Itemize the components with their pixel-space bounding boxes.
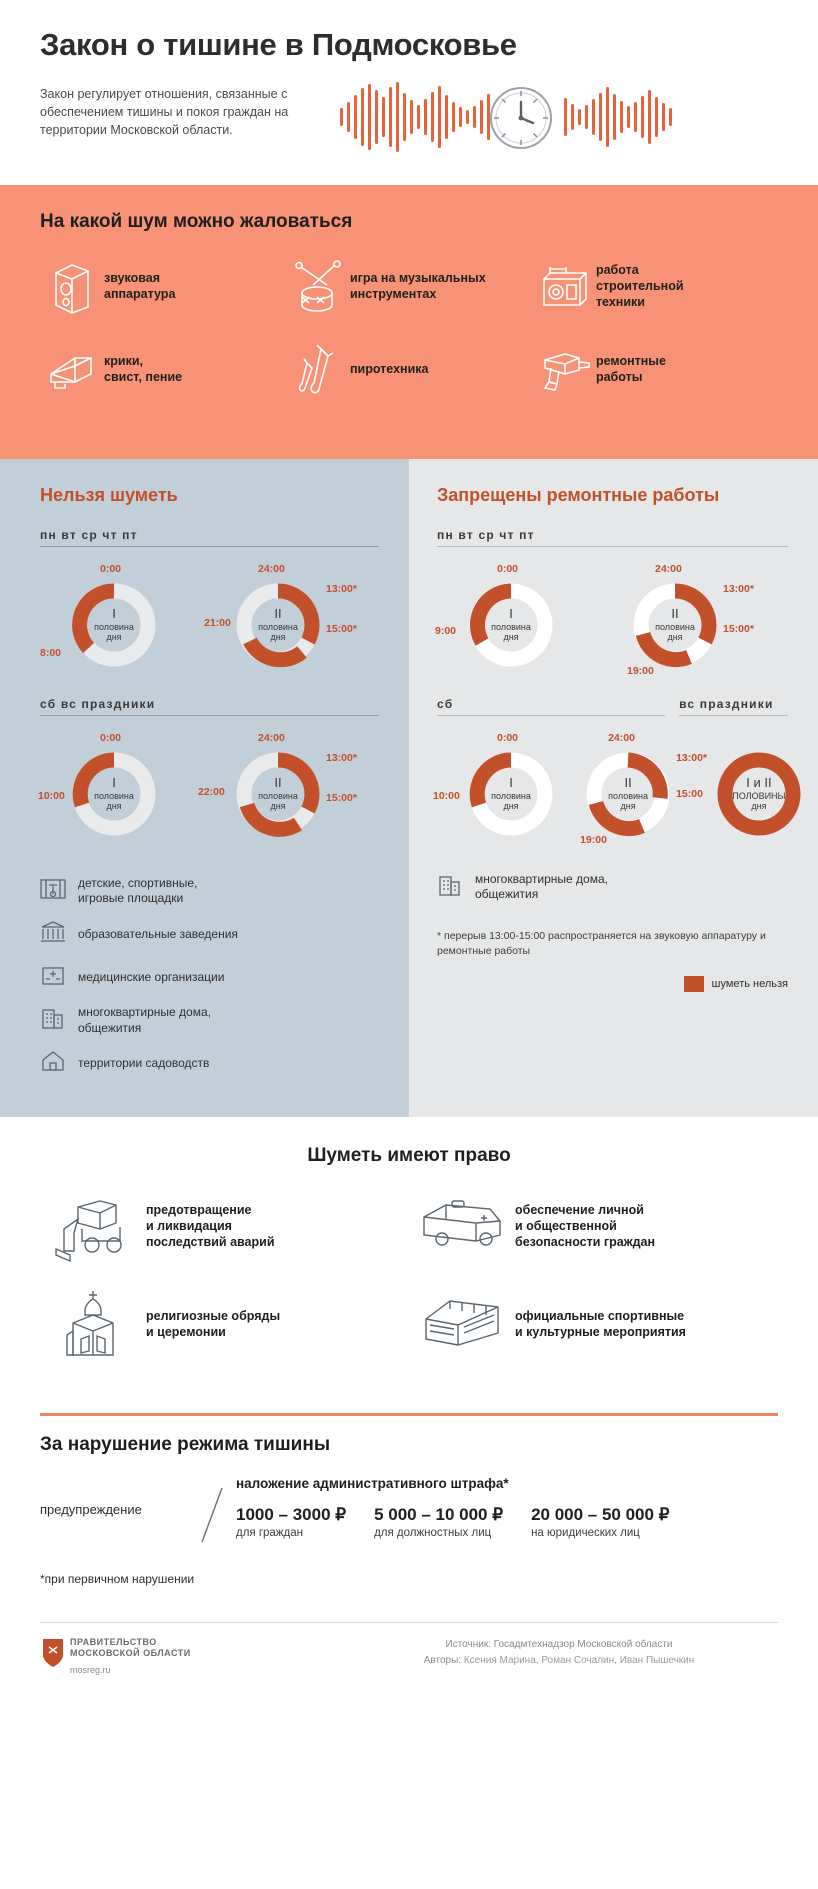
facility-label: территории садоводств [78, 1055, 210, 1070]
time-label-break-end: 15:00* [326, 791, 357, 804]
fine-citizens [236, 1505, 346, 1539]
noise-item-label: ремонтные работы [595, 354, 666, 384]
header-artwork [340, 81, 778, 159]
clock-full-day [685, 730, 788, 848]
allowed-item-label: религиозные обряды и церемонии [146, 1308, 281, 1340]
gov-line-2: МОСКОВСКОЙ ОБЛАСТИ [70, 1648, 191, 1659]
time-label-top: 0:00 [497, 731, 519, 744]
fine-amount: 20 000 – 50 000 ₽ [531, 1505, 670, 1525]
page-title: Закон о тишине в Подмосковье [40, 27, 517, 62]
donut-chart [629, 579, 721, 671]
facility-medical [40, 962, 379, 993]
source-credits [340, 1637, 778, 1669]
time-label-break-end: 15:00* [326, 622, 357, 635]
stadium-icon [409, 1289, 515, 1359]
apartment-icon [40, 1005, 78, 1036]
speaker-icon [40, 259, 104, 315]
noise-item-repairs [532, 341, 778, 399]
facility-label: образовательные заведения [78, 926, 238, 941]
facility-apartments [40, 1005, 379, 1036]
clock-second-half [601, 561, 771, 679]
clock-second-half [204, 561, 374, 679]
allowed-section [0, 1117, 818, 1399]
time-label-break-end: 15:00 [676, 787, 703, 800]
donut-chart [582, 748, 674, 840]
allowed-item-events [409, 1285, 778, 1363]
playground-icon [40, 876, 78, 907]
time-label-break-start: 13:00* [326, 582, 357, 595]
clock-second-half [554, 730, 708, 848]
donut-center-label: I и II ПОЛОВИНЫ дня [732, 775, 786, 811]
time-label-break-start: 13:00* [676, 751, 708, 764]
penalties-note: *при первичном нарушении [40, 1572, 195, 1587]
allowed-item-label: обеспечение личной и общественной безопасности граждан [515, 1202, 656, 1250]
school-icon [40, 919, 78, 950]
ambulance-icon [409, 1195, 515, 1257]
divider [437, 715, 665, 716]
time-label-top: 0:00 [497, 562, 519, 575]
schedule-no-repairs-column [409, 459, 818, 1117]
fine-amount: 5 000 – 10 000 ₽ [374, 1505, 504, 1525]
time-label-break-end: 15:00* [723, 622, 754, 635]
no-noise-heading: Нельзя шуметь [40, 484, 178, 505]
penalty-warning-label: предупреждение [40, 1502, 142, 1518]
page-subtitle: Закон регулирует отношения, связанные с обеспечением тишины и покоя граждан на территории Московской области. [40, 86, 289, 137]
allowed-item-religious [40, 1285, 409, 1363]
fines-list [236, 1505, 778, 1539]
donut-chart [713, 748, 805, 840]
fine-legal-entities [531, 1505, 669, 1539]
allowed-item-emergency [40, 1189, 409, 1263]
noise-complaints-section [0, 185, 818, 459]
source-line: Источник: Госадмтехнадзор Московской области [445, 1639, 673, 1651]
legend [437, 976, 788, 992]
clock-second-half [198, 730, 374, 848]
garden-house-icon [40, 1048, 78, 1079]
authors-label: Авторы: [423, 1655, 462, 1667]
time-label-top: 0:00 [100, 731, 122, 744]
divider [40, 715, 379, 716]
facilities-list-left [40, 876, 379, 1079]
allowed-item-safety [409, 1189, 778, 1263]
construction-machine-icon [532, 261, 596, 313]
time-label-break-start: 13:00* [326, 751, 357, 764]
donut-chart [465, 748, 557, 840]
time-label-evening: 19:00 [580, 833, 607, 846]
time-label-night: 22:00 [198, 785, 225, 798]
time-label-start: 8:00 [40, 646, 62, 659]
donut-center-label: I половина дня [491, 775, 531, 811]
donut-chart [232, 748, 324, 840]
donut-center-label: II половина дня [655, 606, 695, 642]
time-label-top: 24:00 [258, 562, 285, 575]
noise-item-label: пиротехника [349, 361, 429, 376]
header [0, 0, 818, 185]
time-label-top: 24:00 [655, 562, 682, 575]
days-label-saturday: сб [437, 696, 454, 711]
facility-gardens [40, 1048, 379, 1079]
penalty-fine-heading: наложение административного штрафа* [236, 1476, 509, 1492]
donut-chart [232, 579, 324, 671]
allowed-item-label: предотвращение и ликвидация последствий аварий [146, 1202, 275, 1250]
facilities-list-right [437, 872, 788, 903]
clock-first-half [437, 561, 587, 679]
break-footnote: * перерыв 13:00-15:00 распространяется на звуковую аппаратуру и ремонтные работы [437, 929, 766, 957]
time-label-evening: 19:00 [627, 664, 654, 677]
allowed-heading: Шуметь имеют право [307, 1145, 511, 1167]
time-label-top: 24:00 [258, 731, 285, 744]
drum-icon [286, 259, 350, 315]
noise-item-label: игра на музыкальных инструментах [349, 271, 486, 301]
clock-first-half [40, 730, 190, 848]
coat-of-arms-icon [40, 1637, 70, 1674]
apartment-icon [437, 872, 475, 903]
drill-icon [532, 346, 596, 394]
facility-label: детские, спортивные, игровые площадки [78, 875, 198, 906]
fine-amount: 1000 – 3000 ₽ [236, 1505, 347, 1525]
days-label-weekend: сб вс праздники [40, 696, 156, 711]
noise-item-instruments [286, 259, 532, 315]
clock-row-weekdays [40, 561, 379, 679]
days-label-sunday-holidays: вс праздники [679, 696, 774, 711]
church-icon [40, 1285, 146, 1363]
fine-target: для должностных лиц [374, 1527, 492, 1540]
government-logo[interactable] [40, 1637, 340, 1675]
no-repairs-heading: Запрещены ремонтные работы [437, 484, 720, 505]
authors-names: Ксения Марина, Роман Сочалин, Иван Пышечкин [463, 1655, 695, 1667]
divider [679, 715, 788, 716]
time-label-start: 9:00 [435, 624, 457, 637]
penalties-section [0, 1413, 818, 1596]
clock-row-weekend [433, 730, 788, 848]
allowed-item-label: официальные спортивные и культурные мероприятия [515, 1308, 686, 1340]
clock-first-half [433, 730, 540, 848]
footer [40, 1622, 778, 1697]
firework-icon [286, 341, 350, 399]
divider [40, 1413, 778, 1416]
time-label-top: 0:00 [100, 562, 122, 575]
noise-item-speaker [40, 259, 286, 315]
schedule-section [0, 459, 818, 1117]
fine-target: на юридических лиц [531, 1527, 640, 1540]
divider [40, 546, 379, 547]
facility-label: медицинские организации [78, 969, 225, 984]
noise-section-heading: На какой шум можно жаловаться [40, 210, 353, 232]
fine-officials [374, 1505, 503, 1539]
donut-center-label: I половина дня [94, 775, 134, 811]
time-label-break-start: 13:00* [723, 582, 754, 595]
donut-center-label: II половина дня [258, 775, 298, 811]
legend-swatch [684, 976, 704, 992]
noise-item-label: звуковая аппаратура [104, 271, 176, 301]
noise-item-shouting [40, 341, 286, 399]
donut-chart [68, 579, 160, 671]
gov-site[interactable]: mosreg.ru [70, 1664, 111, 1675]
donut-center-label: I половина дня [94, 606, 134, 642]
time-label-top: 24:00 [608, 731, 635, 744]
noise-item-construction [532, 259, 778, 315]
facility-school [40, 919, 379, 950]
legend-label: шуметь нельзя [711, 978, 788, 991]
facility-playground [40, 876, 379, 907]
gov-line-1: ПРАВИТЕЛЬСТВО [70, 1637, 157, 1648]
donut-chart [68, 748, 160, 840]
days-labels-weekend-row [437, 697, 788, 730]
noise-items-grid [40, 259, 778, 425]
days-label-weekdays: пн вт ср чт пт [437, 527, 535, 542]
facility-apartments [437, 872, 788, 903]
donut-center-label: II половина дня [258, 606, 298, 642]
donut-center-label: I половина дня [491, 606, 531, 642]
time-label-start: 10:00 [433, 789, 460, 802]
penalties-heading: За нарушение режима тишины [40, 1434, 331, 1456]
bulldozer-icon [40, 1189, 146, 1263]
fine-target: для граждан [236, 1527, 303, 1540]
clock-row-weekend [40, 730, 379, 848]
donut-chart [465, 579, 557, 671]
clock-icon [488, 85, 554, 156]
clock-first-half [40, 561, 190, 679]
days-label-weekdays: пн вт ср чт пт [40, 527, 138, 542]
noise-item-label: крики, свист, пение [104, 354, 183, 384]
allowed-items-grid [40, 1189, 778, 1385]
time-label-start: 10:00 [38, 789, 65, 802]
donut-center-label: II половина дня [608, 775, 648, 811]
megaphone-icon [40, 348, 104, 392]
hospital-icon [40, 962, 78, 993]
noise-item-label: работа строительной техники [595, 263, 684, 309]
facility-label: многоквартирные дома, общежития [78, 1004, 211, 1035]
noise-item-fireworks [286, 341, 532, 399]
facility-label: многоквартирные дома, общежития [475, 871, 608, 902]
schedule-no-noise-column [0, 459, 409, 1117]
time-label-night: 21:00 [204, 616, 231, 629]
clock-row-weekdays [437, 561, 788, 679]
divider [437, 546, 788, 547]
slash-divider-icon [190, 1476, 236, 1546]
